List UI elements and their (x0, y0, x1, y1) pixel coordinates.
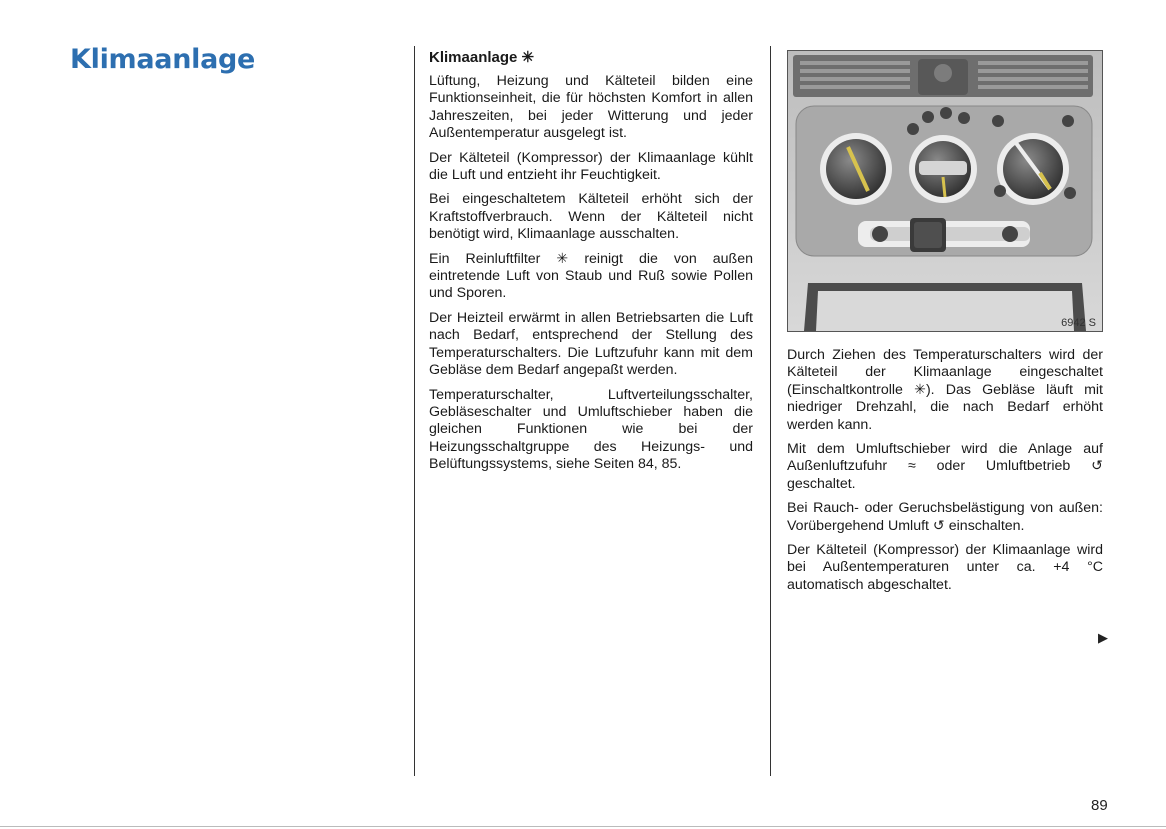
continue-arrow-icon: ▶ (1098, 630, 1108, 645)
figure-code: 6942 S (1061, 317, 1096, 329)
paragraph-filter: Ein Reinluftfilter ✳ reinigt die von außen eintretende Luft von Staub und Ruß sowie Pollen und Sporen. (429, 250, 753, 302)
snowflake-icon: ✳ (556, 250, 569, 267)
recirculation-icon: ↺ (1091, 458, 1103, 475)
right-column (787, 347, 1103, 601)
climate-control-photo (787, 50, 1103, 332)
paragraph-recirculation-slider: Mit dem Umluftschieber wird die Anlage auf Außenluftzufuhr ≈ oder Umluftbetrieb ↺ geschaltet. (787, 441, 1103, 492)
page-bottom-edge (0, 826, 1166, 827)
section-heading-text: Klimaanlage (429, 49, 518, 66)
page-number: 89 (1091, 797, 1108, 814)
chapter-title: Klimaanlage (70, 44, 256, 75)
recirculation-icon: ↺ (932, 517, 945, 534)
paragraph-switches: Temperaturschalter, Luftverteilungsschalter, Gebläseschalter und Umluftschieber haben die gleichen Funktionen wie bei der Heizungsschaltgruppe des Heizungs- und Belüftungssystems, siehe Seiten 84, 85. (429, 386, 753, 473)
paragraph-compressor: Der Kälteteil (Kompressor) der Klimaanlage kühlt die Luft und entzieht ihr Feuchtigkeit. (429, 149, 753, 184)
left-column (429, 48, 753, 481)
control-panel-illustration (788, 51, 1102, 331)
paragraph-auto-shutoff: Der Kälteteil (Kompressor) der Klimaanlage wird bei Außentemperaturen unter ca. +4 °C automatisch abgeschaltet. (787, 542, 1103, 593)
snowflake-indicator-icon: ✳ (914, 381, 926, 398)
paragraph-temperature-switch: Durch Ziehen des Temperaturschalters wird der Kälteteil der Klimaanlage eingeschaltet (Einschaltkontrolle ✳). Das Gebläse läuft mit niedriger Drehzahl, die nach Bedarf erhöht werden kann. (787, 347, 1103, 433)
paragraph-fuel-consumption: Bei eingeschaltetem Kälteteil erhöht sich der Kraftstoffverbrauch. Wenn der Kälteteil nicht benötigt wird, Klimaanlage ausschalten. (429, 191, 753, 243)
snowflake-icon: ✳ (521, 49, 535, 66)
paragraph-heater: Der Heizteil erwärmt in allen Betriebsarten die Luft nach Bedarf, entsprechend der Stellung des Temperaturschalters. Die Luftzufuhr kann mit dem Gebläse dem Bedarf angepaßt werden. (429, 309, 753, 379)
section-heading (429, 48, 753, 68)
column-divider-left (414, 46, 415, 776)
paragraph-smoke-odor: Bei Rauch- oder Geruchsbelästigung von außen: Vorübergehend Umluft ↺ einschalten. (787, 500, 1103, 534)
column-divider-right (770, 46, 771, 776)
fresh-air-icon: ≈ (908, 458, 916, 475)
paragraph-intro: Lüftung, Heizung und Kälteteil bilden eine Funktionseinheit, die für höchsten Komfort in allen Jahreszeiten, bei jeder Witterung und jeder Außentemperatur ausgelegt ist. (429, 73, 753, 142)
